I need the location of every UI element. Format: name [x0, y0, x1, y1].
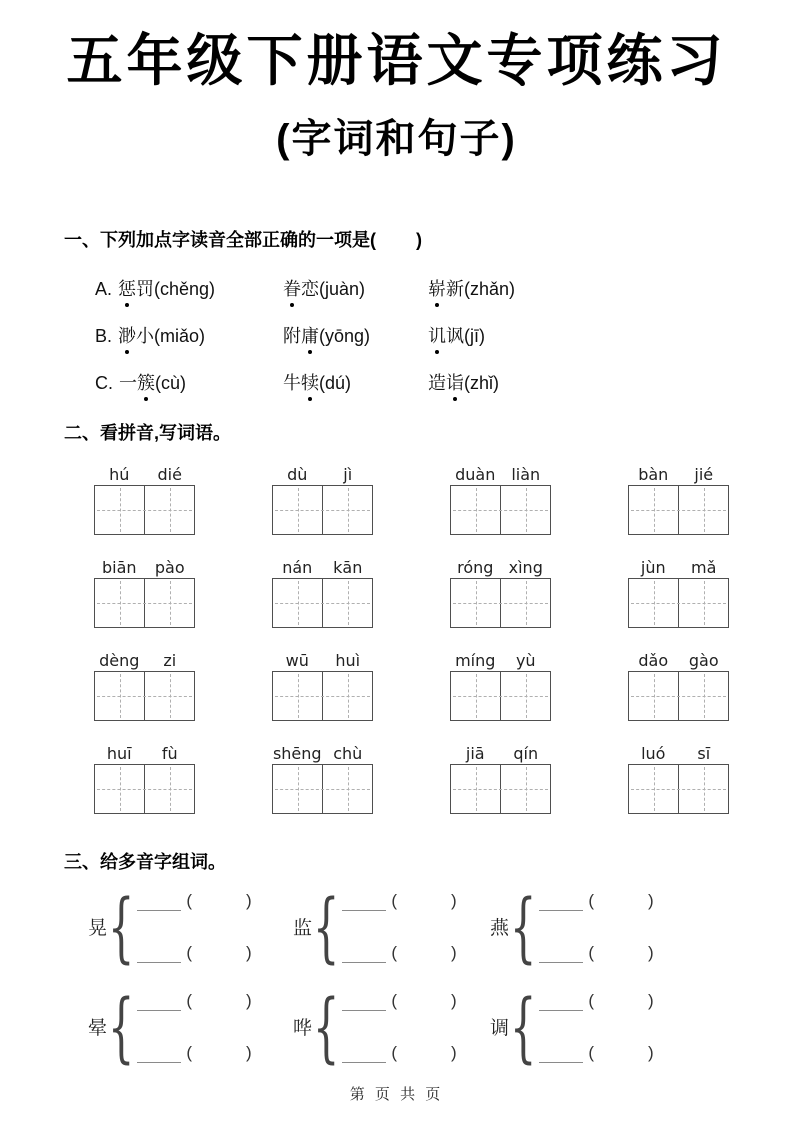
writing-box — [450, 671, 551, 721]
emphasized-char: 庸 — [301, 325, 319, 346]
answer-gap[interactable] — [397, 1049, 451, 1063]
answer-line — [137, 891, 251, 911]
answer-lines — [137, 991, 251, 1063]
option-row-b — [95, 325, 793, 347]
writing-cell[interactable] — [322, 486, 372, 534]
answer-line — [539, 1043, 653, 1063]
paren-open: ( — [588, 890, 595, 910]
pinyin-unit — [628, 651, 729, 721]
answer-blank[interactable] — [137, 897, 181, 911]
answer-blank[interactable] — [539, 949, 583, 963]
answer-gap[interactable] — [594, 949, 648, 963]
pinyin-label — [272, 558, 373, 578]
pinyin-label — [628, 651, 729, 671]
pinyin-label — [628, 744, 729, 764]
pinyin-syllable: wū — [285, 650, 309, 670]
answer-blank[interactable] — [342, 1049, 386, 1063]
paren-close: ) — [246, 1042, 252, 1062]
answer-line — [137, 943, 251, 963]
answer-gap[interactable] — [594, 897, 648, 911]
pinyin-syllable: jùn — [640, 557, 666, 577]
pinyin-unit — [628, 465, 729, 535]
answer-line — [342, 1043, 456, 1063]
option-row-c — [95, 372, 793, 394]
paren-open: ( — [588, 990, 595, 1010]
pinyin-syllable: jié — [694, 464, 714, 484]
writing-cell[interactable] — [95, 672, 144, 720]
answer-blank[interactable] — [539, 897, 583, 911]
writing-cell[interactable] — [629, 672, 678, 720]
pinyin-syllable: kān — [333, 557, 363, 577]
option-a-word-3 — [428, 278, 793, 300]
pinyin-syllable: dù — [287, 464, 308, 484]
answer-lines — [342, 891, 456, 963]
answer-line — [342, 891, 456, 911]
option-c-word-1 — [95, 372, 283, 394]
pinyin-syllable: nán — [282, 557, 313, 577]
paren-open: ( — [391, 1042, 398, 1062]
pinyin-unit — [272, 465, 373, 535]
pinyin-syllable: shēng — [272, 743, 322, 763]
writing-cell[interactable] — [500, 579, 550, 627]
writing-box — [94, 485, 195, 535]
page-footer: 第 页 共 页 — [349, 1086, 444, 1103]
paren-open: ( — [186, 1042, 193, 1062]
pinyin-label — [272, 744, 373, 764]
writing-cell[interactable] — [322, 765, 372, 813]
writing-cell[interactable] — [144, 486, 194, 534]
pinyin-syllable: biān — [101, 557, 137, 577]
pinyin-syllable: qín — [513, 743, 539, 763]
writing-cell[interactable] — [144, 672, 194, 720]
paren-close: ) — [648, 990, 654, 1010]
pinyin-label — [450, 465, 551, 485]
pinyin-syllable: róng — [457, 557, 494, 577]
writing-cell[interactable] — [451, 672, 500, 720]
paren-open: ( — [588, 1042, 595, 1062]
paren-close: ) — [451, 890, 457, 910]
polyphone-group — [490, 981, 793, 1071]
writing-cell[interactable] — [273, 672, 322, 720]
writing-cell[interactable] — [678, 486, 728, 534]
pinyin-unit — [94, 558, 195, 628]
writing-box — [272, 764, 373, 814]
section-2-heading: 二、看拼音,写词语。 — [64, 422, 232, 443]
answer-lines — [539, 991, 653, 1063]
word-post: 小(miǎo) — [136, 325, 206, 346]
writing-box — [272, 578, 373, 628]
word-pre: 牛 — [283, 372, 301, 393]
answer-blank[interactable] — [539, 1049, 583, 1063]
paren-close: ) — [246, 942, 252, 962]
pinyin-syllable: huì — [335, 650, 361, 670]
writing-cell[interactable] — [322, 672, 372, 720]
pinyin-label — [272, 651, 373, 671]
paren-close: ) — [648, 1042, 654, 1062]
writing-cell[interactable] — [95, 765, 144, 813]
answer-blank[interactable] — [342, 897, 386, 911]
pinyin-unit — [628, 744, 729, 814]
writing-box — [628, 485, 729, 535]
emphasized-char: 犊 — [301, 372, 319, 393]
writing-box — [94, 671, 195, 721]
answer-gap[interactable] — [397, 897, 451, 911]
polyphone-char: 燕 — [490, 918, 510, 940]
writing-cell[interactable] — [678, 579, 728, 627]
option-a-label: A. — [95, 278, 113, 299]
pinyin-syllable: gào — [688, 650, 719, 670]
pinyin-label — [94, 465, 195, 485]
pinyin-writing-grid — [94, 465, 793, 814]
pinyin-label — [628, 558, 729, 578]
polyphone-char: 监 — [293, 918, 313, 940]
answer-blank[interactable] — [137, 1049, 181, 1063]
pinyin-syllable: dié — [157, 464, 182, 484]
polyphone-char: 晕 — [88, 1018, 108, 1040]
paren-open: ( — [391, 890, 398, 910]
answer-blank[interactable] — [137, 949, 181, 963]
emphasized-char: 簇 — [137, 372, 155, 393]
writing-cell[interactable] — [95, 579, 144, 627]
answer-gap[interactable] — [397, 949, 451, 963]
pinyin-label — [94, 651, 195, 671]
word-pre: 一 — [119, 372, 137, 393]
pinyin-label — [94, 558, 195, 578]
answer-line — [539, 891, 653, 911]
writing-box — [94, 578, 195, 628]
answer-gap[interactable] — [397, 997, 451, 1011]
pinyin-syllable: jì — [343, 464, 353, 484]
section-1-options — [0, 278, 793, 394]
answer-line — [539, 943, 653, 963]
answer-gap[interactable] — [192, 949, 246, 963]
pinyin-syllable: dèng — [99, 650, 140, 670]
brace-icon: { — [312, 881, 340, 971]
pinyin-syllable: huī — [106, 743, 132, 763]
answer-gap[interactable] — [192, 897, 246, 911]
pinyin-unit — [94, 651, 195, 721]
section-3-heading: 三、给多音字组词。 — [64, 851, 226, 872]
option-a-word-1 — [95, 278, 283, 300]
option-b-word-3 — [428, 325, 793, 347]
writing-cell[interactable] — [95, 486, 144, 534]
writing-cell[interactable] — [500, 765, 550, 813]
pinyin-label — [450, 558, 551, 578]
emphasized-char: 惩 — [118, 278, 137, 299]
writing-cell[interactable] — [322, 579, 372, 627]
paren-close: ) — [648, 942, 654, 962]
option-b-label: B. — [95, 325, 113, 346]
paren-open: ( — [186, 942, 193, 962]
answer-gap[interactable] — [192, 1049, 246, 1063]
brace-icon: { — [107, 981, 135, 1071]
pinyin-syllable: sī — [697, 743, 711, 763]
answer-line — [137, 991, 251, 1011]
paren-close: ) — [246, 990, 252, 1010]
writing-cell[interactable] — [273, 765, 322, 813]
paren-open: ( — [391, 990, 398, 1010]
section-1-heading: 一、下列加点字读音全部正确的一项是( ) — [64, 229, 422, 250]
polyphone-char: 哗 — [293, 1018, 313, 1040]
pinyin-unit — [450, 558, 551, 628]
pinyin-label — [450, 744, 551, 764]
polyphone-group — [293, 881, 490, 971]
word-post: 恋(juàn) — [301, 278, 366, 299]
pinyin-syllable: chù — [333, 743, 363, 763]
pinyin-label — [272, 465, 373, 485]
writing-box — [628, 578, 729, 628]
word-post: (cù) — [155, 372, 186, 393]
option-c-word-3 — [428, 372, 793, 394]
paren-open: ( — [391, 942, 398, 962]
pinyin-label — [628, 465, 729, 485]
writing-cell[interactable] — [451, 765, 500, 813]
polyphone-group — [88, 881, 293, 971]
pinyin-syllable: luó — [641, 743, 666, 763]
word-post: (dú) — [319, 372, 352, 393]
word-post: (yōng) — [319, 325, 371, 346]
writing-cell[interactable] — [629, 579, 678, 627]
pinyin-syllable: zi — [163, 650, 177, 670]
writing-cell[interactable] — [678, 672, 728, 720]
answer-gap[interactable] — [192, 997, 246, 1011]
paren-open: ( — [186, 890, 193, 910]
option-a-word-2 — [283, 278, 428, 300]
paren-close: ) — [451, 990, 457, 1010]
pinyin-unit — [94, 744, 195, 814]
answer-gap[interactable] — [594, 997, 648, 1011]
answer-blank[interactable] — [342, 949, 386, 963]
word-post: 讽(jī) — [446, 325, 485, 346]
pinyin-syllable: duàn — [455, 464, 496, 484]
pinyin-syllable: jiā — [465, 743, 485, 763]
pinyin-syllable: xìng — [508, 557, 543, 577]
paren-open: ( — [588, 942, 595, 962]
emphasized-char: 渺 — [118, 325, 137, 346]
writing-cell[interactable] — [500, 486, 550, 534]
pinyin-label — [450, 651, 551, 671]
writing-box — [272, 671, 373, 721]
pinyin-syllable: yù — [515, 650, 536, 670]
pinyin-syllable: mǎ — [691, 557, 717, 577]
paren-close: ) — [451, 942, 457, 962]
emphasized-char: 诣 — [446, 372, 464, 393]
brace-icon: { — [107, 881, 135, 971]
polyphone-group — [88, 981, 293, 1071]
writing-cell[interactable] — [678, 765, 728, 813]
answer-blank[interactable] — [342, 997, 386, 1011]
paren-close: ) — [246, 890, 252, 910]
brace-icon: { — [509, 881, 537, 971]
option-row-a — [95, 278, 793, 300]
polyphone-char: 晃 — [88, 918, 108, 940]
writing-box — [450, 578, 551, 628]
brace-icon: { — [312, 981, 340, 1071]
pinyin-unit — [450, 651, 551, 721]
polyphone-group — [490, 881, 793, 971]
word-post: 罚(chěng) — [136, 278, 216, 299]
paren-close: ) — [451, 1042, 457, 1062]
writing-box — [272, 485, 373, 535]
writing-cell[interactable] — [273, 579, 322, 627]
answer-lines — [539, 891, 653, 963]
emphasized-char: 眷 — [283, 278, 301, 299]
pinyin-unit — [450, 744, 551, 814]
writing-cell[interactable] — [451, 486, 500, 534]
answer-line — [539, 991, 653, 1011]
pinyin-syllable: hú — [109, 464, 130, 484]
paren-close: ) — [648, 890, 654, 910]
pinyin-syllable: liàn — [511, 464, 541, 484]
answer-line — [342, 943, 456, 963]
answer-line — [137, 1043, 251, 1063]
pinyin-unit — [272, 744, 373, 814]
word-post: (zhǐ) — [464, 372, 499, 393]
writing-cell[interactable] — [144, 579, 194, 627]
pinyin-label — [94, 744, 195, 764]
writing-cell[interactable] — [451, 579, 500, 627]
writing-cell[interactable] — [144, 765, 194, 813]
writing-box — [628, 764, 729, 814]
emphasized-char: 崭 — [428, 278, 446, 299]
option-c-label: C. — [95, 372, 113, 393]
pinyin-unit — [272, 558, 373, 628]
writing-cell[interactable] — [629, 486, 678, 534]
page-subtitle: (字词和句子) — [276, 116, 517, 161]
pinyin-unit — [450, 465, 551, 535]
writing-cell[interactable] — [273, 486, 322, 534]
pinyin-syllable: dǎo — [638, 650, 669, 670]
option-c-word-2 — [283, 372, 428, 394]
answer-blank[interactable] — [539, 997, 583, 1011]
writing-box — [94, 764, 195, 814]
answer-blank[interactable] — [137, 997, 181, 1011]
writing-box — [450, 764, 551, 814]
pinyin-unit — [628, 558, 729, 628]
answer-lines — [342, 991, 456, 1063]
answer-lines — [137, 891, 251, 963]
brace-icon: { — [509, 981, 537, 1071]
page-title: 五年级下册语文专项练习 — [66, 29, 727, 92]
emphasized-char: 讥 — [428, 325, 446, 346]
writing-box — [450, 485, 551, 535]
pinyin-unit — [272, 651, 373, 721]
word-post: 新(zhǎn) — [446, 278, 516, 299]
paren-open: ( — [186, 990, 193, 1010]
answer-line — [342, 991, 456, 1011]
pinyin-syllable: pào — [154, 557, 185, 577]
pinyin-unit — [94, 465, 195, 535]
pinyin-syllable: fù — [161, 743, 178, 763]
pinyin-syllable: míng — [455, 650, 496, 670]
writing-box — [628, 671, 729, 721]
polyphone-char: 调 — [490, 1018, 510, 1040]
word-pre: 附 — [283, 325, 301, 346]
option-b-word-2 — [283, 325, 428, 347]
pinyin-syllable: bàn — [638, 464, 669, 484]
word-pre: 造 — [428, 372, 446, 393]
option-b-word-1 — [95, 325, 283, 347]
polyphone-group — [293, 981, 490, 1071]
writing-cell[interactable] — [629, 765, 678, 813]
writing-cell[interactable] — [500, 672, 550, 720]
polyphone-grid — [88, 881, 793, 1071]
answer-gap[interactable] — [594, 1049, 648, 1063]
